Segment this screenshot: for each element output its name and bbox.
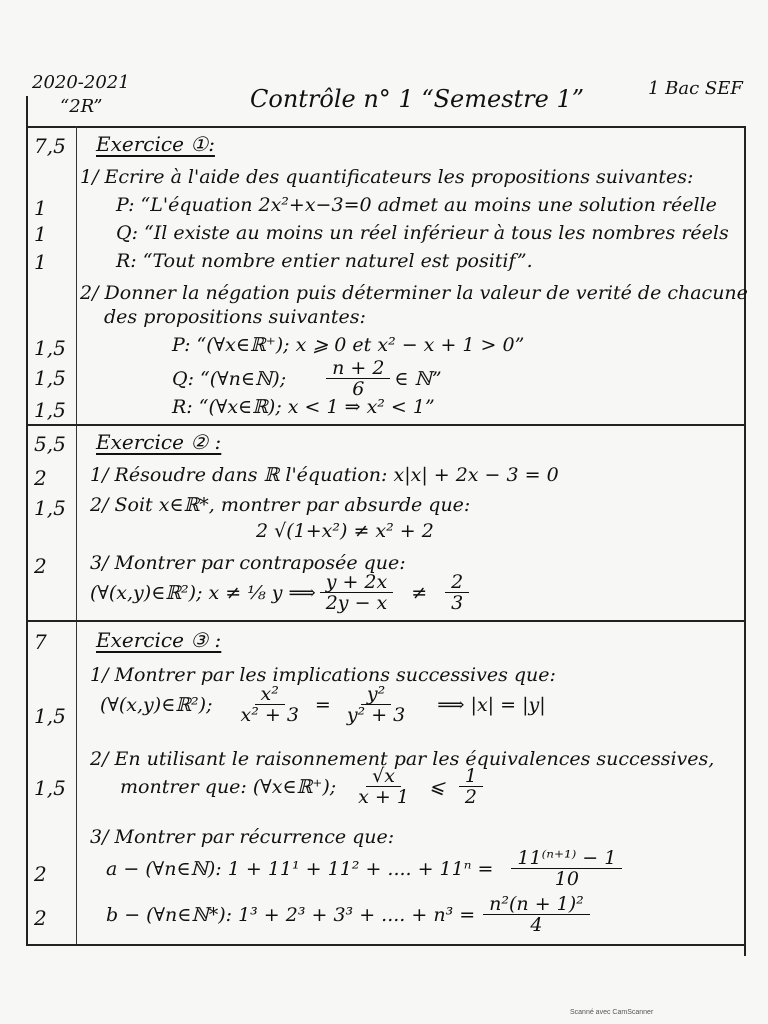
- ex3-question-2-statement: [120, 766, 487, 807]
- ex2-score-q3: 2: [34, 554, 47, 578]
- ex2-q3-neq: ≠: [411, 581, 428, 604]
- ex3-qb-left: b − (∀n∈ℕ*): 1³ + 2³ + 3³ + .... + n³ =: [106, 903, 476, 926]
- fraction-denominator: 3: [451, 592, 464, 614]
- ex1-question-1: 1/ Ecrire à l'aide des quantificateurs les propositions suivantes:: [80, 166, 694, 188]
- fraction-denominator: 6: [352, 378, 365, 400]
- ex1-question-2-line2: des propositions suivantes:: [104, 306, 366, 328]
- exercise3-score: 7: [34, 630, 47, 654]
- ex3-q2-leq: ⩽: [428, 775, 445, 798]
- fraction-denominator: x² + 3: [240, 704, 299, 726]
- fraction-denominator: 4: [530, 914, 543, 936]
- ex2-question-2-equation: 2 √(1+x²) ≠ x² + 2: [256, 520, 434, 542]
- ex2-q3-fraction: [320, 572, 394, 613]
- ex3-question-3a: [106, 848, 626, 889]
- ex2-score-q1: 2: [34, 466, 47, 490]
- ex1-neg-r: R: “(∀x∈ℝ); x < 1 ⇒ x² < 1”: [172, 396, 435, 418]
- ex3-question-1: 1/ Montrer par les implications successives que:: [90, 664, 556, 686]
- fraction-denominator: 10: [554, 868, 579, 890]
- score-margin-line: [76, 126, 77, 944]
- frame-left-border: [26, 96, 28, 944]
- fraction-numerator: n + 2: [326, 358, 390, 379]
- fraction-denominator: x + 1: [358, 786, 409, 808]
- ex2-q3-fraction-right: [445, 572, 469, 613]
- ex3-q2-left: montrer que: (∀x∈ℝ⁺);: [120, 775, 337, 798]
- fraction-numerator: 11⁽ⁿ⁺¹⁾ − 1: [511, 848, 622, 869]
- ex3-qa-left: a − (∀n∈ℕ): 1 + 11¹ + 11² + .... + 11ⁿ =: [106, 857, 494, 880]
- fraction-denominator: 2y − x: [325, 592, 388, 614]
- frame-right-border: [744, 126, 746, 956]
- ex1-score-q: 1: [34, 222, 47, 246]
- ex3-question-3b: [106, 894, 594, 935]
- ex3-question-2-line1: 2/ En utilisant le raisonnement par les équivalences successives,: [90, 748, 715, 770]
- ex3-question-1-statement: [100, 684, 546, 725]
- fraction-numerator: 1: [459, 766, 483, 787]
- ex1-neg-q-fraction: [326, 358, 390, 399]
- scanner-footer: Scanné avec CamScanner: [570, 1009, 654, 1016]
- ex3-score-q2: 1,5: [34, 776, 66, 800]
- ex3-qa-fraction: [511, 848, 622, 889]
- ex3-q1-left: (∀(x,y)∈ℝ²);: [100, 693, 213, 716]
- exercise2-score: 5,5: [34, 432, 66, 456]
- ex2-q3-left: (∀(x,y)∈ℝ²); x ≠ ⅛ y ⟹: [90, 581, 316, 604]
- ex1-neg-q-left: Q: “(∀n∈ℕ);: [172, 367, 287, 390]
- ex1-neg-p: P: “(∀x∈ℝ⁺); x ⩾ 0 et x² − x + 1 > 0”: [172, 334, 525, 356]
- ex1-neg-q-right: ∈ ℕ”: [394, 367, 442, 390]
- header-class: 1 Bac SEF: [648, 78, 743, 99]
- frame-top-border: [26, 126, 744, 128]
- ex3-q1-fraction-y: [341, 684, 411, 725]
- ex1-question-2-line1: 2/ Donner la négation puis déterminer la valeur de verité de chacune: [80, 282, 748, 304]
- ex1-score-neg-r: 1,5: [34, 398, 66, 422]
- fraction-numerator: x²: [255, 684, 285, 705]
- ex1-prop-q: Q: “Il existe au moins un réel inférieur à tous les nombres réels: [116, 222, 729, 244]
- ex2-question-3-statement: [90, 572, 473, 613]
- exercise1-title: Exercice ①:: [96, 132, 215, 156]
- fraction-denominator: 2: [464, 786, 477, 808]
- ex2-question-2: 2/ Soit x∈ℝ*, montrer par absurde que:: [90, 494, 471, 516]
- section-divider-2: [26, 620, 744, 622]
- ex3-q2-fraction-right: [459, 766, 483, 807]
- fraction-denominator: y² + 3: [346, 704, 406, 726]
- fraction-numerator: y²: [361, 684, 391, 705]
- ex1-score-neg-q: 1,5: [34, 366, 66, 390]
- ex3-q1-right: ⟹ |x| = |y|: [437, 693, 546, 716]
- ex3-q1-eq: =: [314, 693, 331, 716]
- ex3-score-qb: 2: [34, 906, 47, 930]
- ex1-score-p: 1: [34, 196, 47, 220]
- ex3-score-q1: 1,5: [34, 704, 66, 728]
- header-group: “2R”: [60, 96, 103, 117]
- ex3-question-3: 3/ Montrer par récurrence que:: [90, 826, 395, 848]
- ex2-question-3: 3/ Montrer par contraposée que:: [90, 552, 406, 574]
- exercise2-title: Exercice ② :: [96, 430, 222, 454]
- exercise3-title: Exercice ③ :: [96, 628, 222, 652]
- fraction-numerator: 2: [445, 572, 469, 593]
- ex1-score-r: 1: [34, 250, 47, 274]
- exercise1-score: 7,5: [34, 134, 66, 158]
- ex3-score-qa: 2: [34, 862, 47, 886]
- ex1-prop-r: R: “Tout nombre entier naturel est positif”.: [116, 250, 533, 272]
- fraction-numerator: n²(n + 1)²: [483, 894, 590, 915]
- ex3-q1-fraction-x: [234, 684, 304, 725]
- section-divider-bottom: [26, 944, 744, 946]
- ex1-prop-p: P: “L'équation 2x²+x−3=0 admet au moins une solution réelle: [116, 194, 717, 216]
- section-divider-1: [26, 424, 744, 426]
- ex1-score-neg-p: 1,5: [34, 336, 66, 360]
- exam-title: Contrôle n° 1 “Semestre 1”: [250, 85, 585, 113]
- ex3-q2-fraction: [352, 766, 415, 807]
- ex3-qb-fraction: [483, 894, 590, 935]
- ex2-score-q2: 1,5: [34, 496, 66, 520]
- ex1-neg-q: [172, 358, 442, 399]
- header-year: 2020-2021: [32, 72, 130, 93]
- fraction-numerator: y + 2x: [320, 572, 394, 593]
- ex2-question-1: 1/ Résoudre dans ℝ l'équation: x|x| + 2x − 3 = 0: [90, 464, 559, 486]
- fraction-numerator: √x: [366, 766, 401, 787]
